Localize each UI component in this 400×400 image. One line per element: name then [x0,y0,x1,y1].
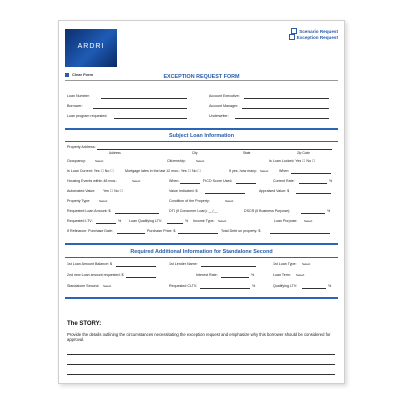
automated-value-toggle[interactable]: Yes ☐ No ☐ [103,189,123,193]
field-label: Appraised Value: $ [259,189,290,193]
field-label: Account Manager: [209,104,239,108]
field-label: When: [169,179,180,183]
sub-label: Address [109,151,121,155]
field-label: 2nd new Loan amount requested: $ [67,273,124,277]
field-label: FICO Score Used: [203,179,233,183]
form-sheet [58,20,345,384]
field-label: 1st Lender Name: [169,262,198,266]
field-label: Value Indicated: $ [169,189,198,193]
divider [65,80,338,81]
section-band [65,243,338,245]
loan-locked-toggle[interactable]: Is Loan Locked: Yes ☐ No ☐ [269,159,316,163]
housing-events-select[interactable]: Select [132,179,141,183]
income-type-select[interactable]: Select [218,219,227,223]
section-rule [65,141,338,142]
borrower-input[interactable] [93,108,187,109]
second-loan-amount-input[interactable] [126,277,156,278]
citizenship-select[interactable]: Select [196,159,205,163]
dscr-input[interactable] [301,213,325,214]
loan-current-toggle[interactable]: Is Loan Current: Yes ☐ No ☐ [67,169,114,173]
purchase-price-input[interactable] [178,233,218,234]
requested-cltv-input[interactable] [200,288,250,289]
field-label: If yes, how many: [229,169,257,173]
condition-select[interactable]: Select [225,199,234,203]
checkbox-icon[interactable] [289,34,295,40]
loan-program-input[interactable] [114,118,187,119]
fico-input[interactable] [236,183,256,184]
account-executive-input[interactable] [244,98,329,99]
underwriter-input[interactable] [235,118,329,119]
unit-label: % [328,284,332,288]
loan-number-input[interactable] [101,98,187,99]
requested-ltv-input[interactable] [96,223,116,224]
story-line[interactable] [67,374,335,375]
field-label: Borrower: [67,104,83,108]
unit-label: % [329,179,333,183]
mortgage-lates-toggle[interactable]: Mortgage lates in the last 12 mos.: Yes ☐ No ☐ [125,169,201,173]
field-label: Citizenship: [167,159,186,163]
loan-purpose-select[interactable]: Select [304,219,313,223]
field-label: If Refinance: Purchase Date: [67,229,113,233]
field-label: DTI (if Consumer Loan): __/__ [169,209,218,213]
field-label: Property Address: [67,145,96,149]
sub-label: City [192,151,198,155]
when-input[interactable] [291,173,331,174]
field-label: Qualifying LTV: [273,284,298,288]
standalone-second-select[interactable]: Select [103,284,112,288]
occupancy-select[interactable]: Select [95,159,104,163]
field-label: Underwriter: [209,114,229,118]
field-label: 1st Loan Amount Balance: $ [67,262,112,266]
story-line[interactable] [67,354,335,355]
unit-label: % [118,219,122,223]
first-lender-input[interactable] [201,266,256,267]
appraised-value-input[interactable] [296,193,331,194]
field-label: Requested CLTV: [169,284,198,288]
field-label: Income Type: [193,219,215,223]
section-rule [65,257,338,258]
how-many-select[interactable]: Select [260,169,269,173]
sub-label: Zip Code [297,151,310,155]
field-label: Account Executive: [209,94,240,98]
total-debt-input[interactable] [270,233,330,234]
field-label: When: [279,169,290,173]
field-label: Purchase Price: $ [147,229,176,233]
property-address-input[interactable] [97,149,332,150]
field-label: Loan program requested: [67,114,108,118]
unit-label: % [327,209,331,213]
qualifying-ltv-second-input[interactable] [302,288,326,289]
field-label: Housing Events within 48 mos.: [67,179,118,183]
property-type-select[interactable]: Select [99,199,108,203]
logo-text: ARDRI [77,43,105,50]
section-band [65,297,338,299]
field-label: Current Rate: [273,179,295,183]
field-label: Loan Number: [67,94,90,98]
interest-rate-input[interactable] [221,277,249,278]
current-rate-input[interactable] [299,183,327,184]
first-loan-balance-input[interactable] [116,266,156,267]
checkbox-label: Scenario Request [299,29,338,34]
unit-label: % [252,284,256,288]
field-label: Requested LTV: [67,219,93,223]
field-label: Requested Loan Amount: $ [67,209,111,213]
field-label: Automated Value: [67,189,96,193]
form-title: EXCEPTION REQUEST FORM [163,74,240,80]
housing-when-input[interactable] [180,183,200,184]
checkbox-exception-request[interactable] [289,34,338,40]
story-line[interactable] [67,364,335,365]
checkbox-label: Exception Request [296,35,338,40]
purchase-date-input[interactable] [117,233,145,234]
qualifying-ltv-input[interactable] [167,223,183,224]
story-instructions: Provide the details outlining the circumstances necessitating the exception request and emphasize why this borrower should be considered for approval. [67,332,331,343]
field-label: Property Type: [67,199,91,203]
value-indicated-input[interactable] [205,193,245,194]
field-label: Interest Rate: [196,273,218,277]
field-label: 1st Loan Type: [273,262,297,266]
section-title: Subject Loan Information [169,133,234,139]
section-title: Required Additional Information for Standalone Second [130,249,273,255]
field-label: Loan Purpose: [274,219,298,223]
logo [65,29,117,67]
sub-label: State [243,151,251,155]
account-manager-input[interactable] [242,108,329,109]
field-label: DSCR (if Business Purpose): [244,209,291,213]
first-loan-type-select[interactable]: Select [302,262,311,266]
unit-label: % [251,273,255,277]
section-band [65,128,338,130]
field-label: Total Debt on property: $ [221,229,261,233]
loan-amount-input[interactable] [115,213,159,214]
loan-term-select[interactable]: Select [296,273,305,277]
field-label: Condition of the Property: [169,199,210,203]
field-label: Loan Qualifying LTV: [129,219,163,223]
field-label: Loan Term: [273,273,291,277]
unit-label: % [185,219,189,223]
field-label: Occupancy: [67,159,86,163]
field-label: Standalone Second: [67,284,100,288]
clear-form-label: Clear Form [72,72,94,77]
story-title: The STORY: [67,321,102,327]
